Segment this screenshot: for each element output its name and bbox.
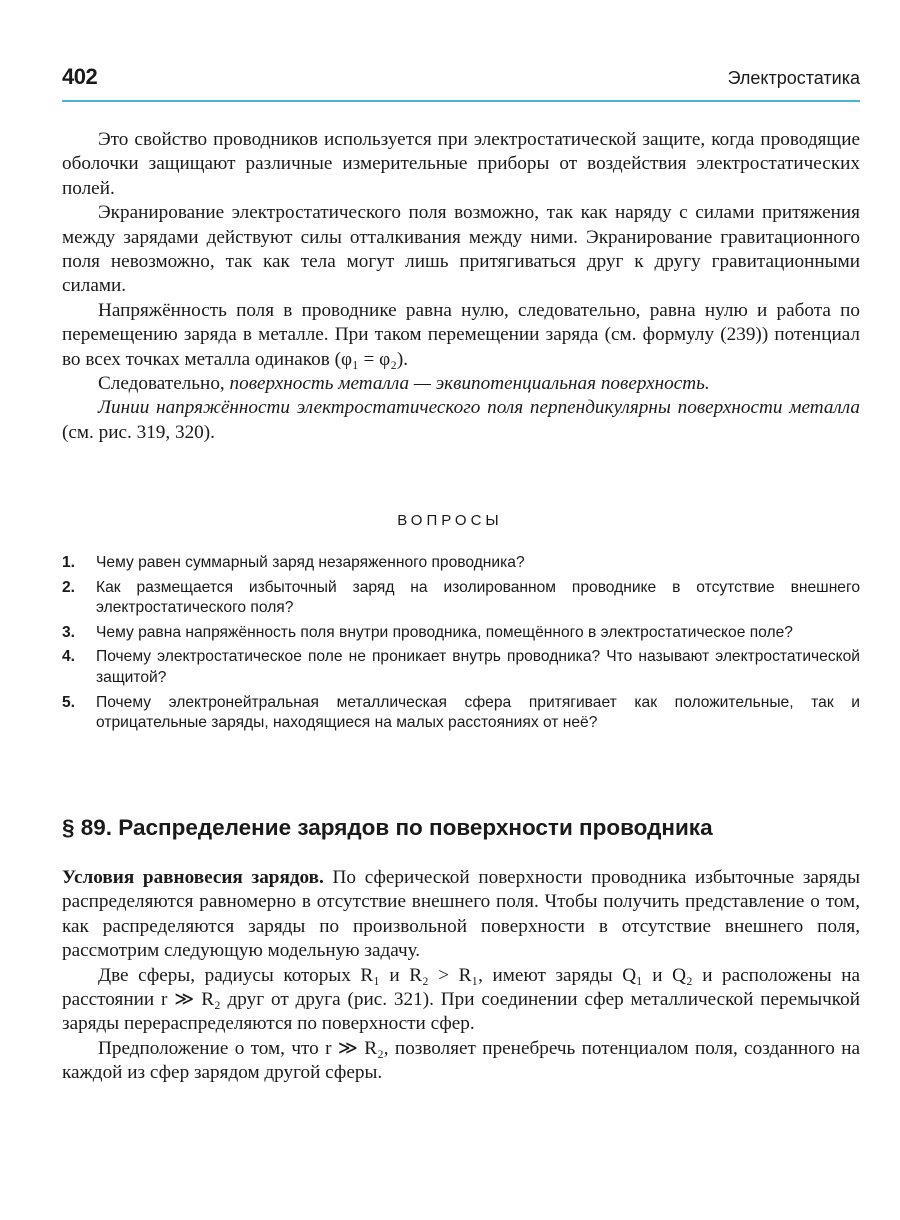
paragraph-screening: Экранирование электростатического поля возможно, так как наряду с силами притяжения между зарядами действуют силы отталкивания между ними. Экранирование гравитационного поля невозможно, так как тела могут лишь притягиваться друг к другу гравитационными силами. bbox=[62, 202, 860, 297]
running-title: Электростатика bbox=[727, 68, 860, 88]
section-text bbox=[62, 866, 860, 1086]
paragraph-equipotential bbox=[62, 372, 860, 396]
equilibrium-heading: Условия равновесия зарядов. bbox=[62, 867, 324, 888]
paragraph-equilibrium bbox=[62, 866, 860, 964]
page-number: 402 bbox=[62, 64, 98, 89]
question-text: Чему равен суммарный заряд незаряженного проводника? bbox=[96, 554, 525, 571]
question-text: Почему электростатическое поле не проникает внутрь проводника? Что называют электростатической защитой? bbox=[96, 648, 860, 686]
question-text: Чему равна напряжённость поля внутри проводника, помещённого в электростатическое поле? bbox=[96, 623, 793, 641]
question-number: 4. bbox=[62, 648, 76, 666]
questions-list bbox=[62, 553, 860, 738]
page-header bbox=[62, 60, 860, 102]
question-item bbox=[62, 623, 860, 644]
question-item bbox=[62, 578, 860, 619]
intro-text bbox=[62, 128, 860, 445]
questions-heading: ВОПРОСЫ bbox=[397, 512, 503, 529]
question-text: Как размещается избыточный заряд на изолированном проводнике в отсутствие внешнего электростатического поля? bbox=[96, 578, 860, 617]
equilibrium-text: По сферической поверхности проводника избыточные заряды распределяются равномерно в отсутствие внешнего поля. Чтобы получить представление о том, как распределяются заряды по произвольной поверхности в отсутствие внешнего поля, рассмотрим следующую модельную задачу. bbox=[62, 867, 860, 962]
question-item bbox=[62, 647, 860, 688]
field-lines-italic: Линии напряжённости электростатического поля перпендикулярны поверхности металла bbox=[98, 397, 860, 419]
conclusion-italic: поверхность металла — эквипотенциальная поверхность. bbox=[229, 373, 710, 395]
question-number: 1. bbox=[62, 554, 76, 571]
question-item bbox=[62, 693, 860, 734]
paragraph-two-spheres: Две сферы, радиусы которых R₁ и R₂ > R₁, имеют заряды Q₁ и Q₂ и расположены на расстоянии r ≫ R₂ друг от друга (рис. 321). При соединении сфер металлической перемычкой заряды перераспределяются по поверхности сфер. bbox=[62, 964, 860, 1035]
conclusion-lead: Следовательно, bbox=[98, 373, 230, 395]
paragraph-shielding: Это свойство проводников используется при электростатической защите, когда проводящие оболочки защищают различные измерительные приборы от воздействия электростатических полей. bbox=[62, 129, 860, 199]
field-lines-rest: (см. рис. 319, 320). bbox=[62, 421, 215, 443]
paragraph-field-zero: Напряжённость поля в проводнике равна нулю, следовательно, равна нулю и работа по перемещению заряда в металле. При таком перемещении заряда (см. формулу (239)) потенциал во всех точках металла одинаков (φ₁ = φ₂). bbox=[62, 299, 860, 370]
paragraph-field-lines bbox=[62, 396, 860, 445]
question-number: 3. bbox=[62, 623, 76, 641]
paragraph-assumption: Предположение о том, что r ≫ R₂, позволяет пренебречь потенциалом поля, созданного на каждой из сфер зарядом другой сферы. bbox=[62, 1037, 860, 1084]
section-title: § 89. Распределение зарядов по поверхности проводника bbox=[62, 815, 713, 840]
question-number: 5. bbox=[62, 693, 76, 711]
question-number: 2. bbox=[62, 578, 76, 596]
question-item bbox=[62, 553, 860, 574]
question-text: Почему электронейтральная металлическая сфера притягивает как положительные, так и отрицательные заряды, находящиеся на малых расстояниях от неё? bbox=[96, 693, 860, 732]
